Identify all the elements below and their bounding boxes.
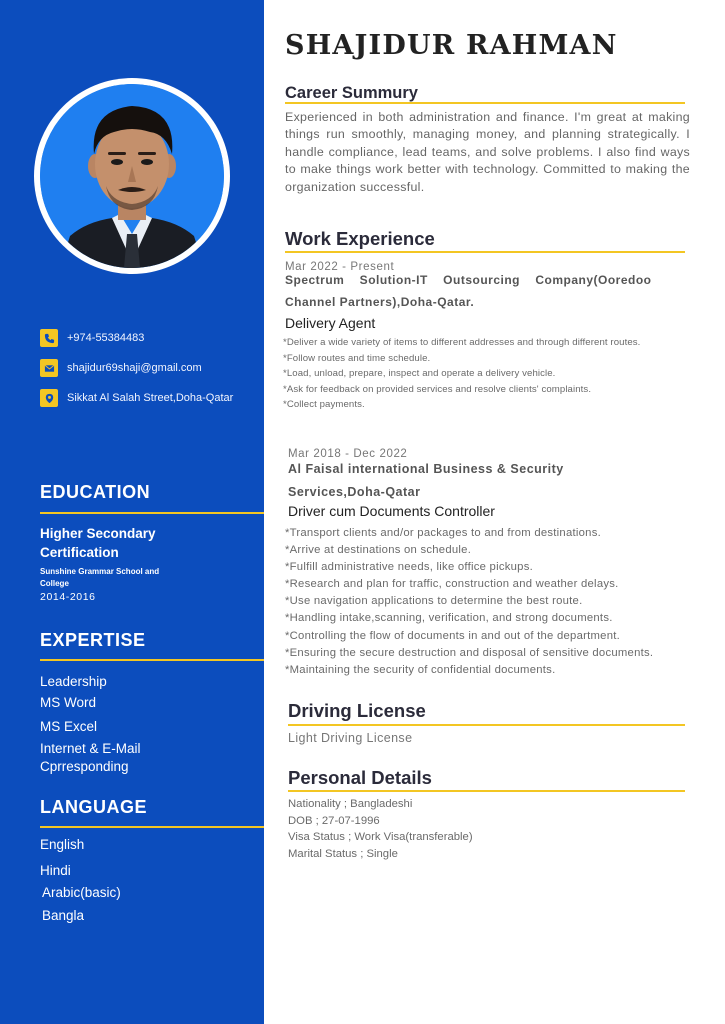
- personal-details-heading: Personal Details: [288, 767, 432, 788]
- contact-phone: [40, 328, 144, 348]
- personal-detail: Marital Status ; Single: [288, 847, 398, 860]
- job-role: Delivery Agent: [285, 315, 376, 331]
- education-divider: [40, 512, 264, 514]
- phone-number: +974-55384483: [67, 332, 145, 344]
- personal-detail: Visa Status ; Work Visa(transferable): [288, 831, 473, 844]
- personal-detail: DOB ; 27-07-1996: [288, 814, 380, 827]
- education-school-line1: Sunshine Grammar School and: [40, 567, 160, 576]
- job-duty: *Transport clients and/or packages to and from destinations.: [285, 527, 601, 539]
- candidate-name: SHAJIDUR RAHMAN: [285, 30, 618, 61]
- driving-license-heading: Driving License: [288, 700, 426, 721]
- street-address: Sikkat Al Salah Street,Doha-Qatar: [67, 392, 234, 404]
- work-experience-heading: Work Experience: [285, 228, 435, 249]
- job-duty: *Follow routes and time schedule.: [283, 352, 431, 364]
- job-duty: *Handling intake,scanning, verification, and strong documents.: [285, 612, 613, 625]
- job-duty: *Research and plan for traffic, construction and weather delays.: [285, 578, 619, 591]
- job-company-line1: Al Faisal international Business & Security: [288, 462, 564, 476]
- job-dates: Mar 2022 - Present: [285, 261, 395, 273]
- education-heading: EDUCATION: [40, 482, 151, 502]
- job-duty: *Load, unload, prepare, inspect and operate a delivery vehicle.: [283, 368, 556, 379]
- job-company-line2: Channel Partners),Doha-Qatar.: [285, 295, 475, 309]
- sidebar: [0, 0, 264, 1024]
- career-summary-text: Experienced in both administration and finance. I'm great at making things run smoothly, managing money, and planning strategically. I handle compliance, lead teams, and solve problems. I also find ways to make things work better with technology. Committed to making the organization successful.: [285, 110, 690, 194]
- driving-license-divider: [288, 724, 685, 726]
- job-duty: *Collect payments.: [283, 399, 365, 410]
- driving-license-text: Light Driving License: [288, 731, 413, 745]
- job-duty: *Controlling the flow of documents in and out of the department.: [285, 629, 621, 642]
- profile-photo: [40, 84, 224, 268]
- location-pin-icon: [40, 389, 58, 407]
- job-duties-list: [285, 525, 653, 679]
- personal-detail: Nationality ; Bangladeshi: [288, 798, 413, 810]
- education-degree-line1: Higher Secondary: [40, 526, 156, 541]
- language-divider: [40, 826, 264, 828]
- expertise-heading: EXPERTISE: [40, 630, 146, 650]
- expertise-item: Cprresponding: [40, 759, 129, 774]
- job-duty: *Maintaining the security of confidential documents.: [285, 663, 556, 676]
- expertise-divider: [40, 659, 264, 661]
- job-company-line2: Services,Doha-Qatar: [288, 485, 421, 499]
- job-duty: *Ask for feedback on provided services and resolve clients' complaints.: [283, 383, 592, 395]
- language-heading: LANGUAGE: [40, 797, 147, 817]
- career-summary-divider: [285, 102, 685, 104]
- work-experience-divider: [285, 251, 685, 253]
- job-company-line1: Spectrum Solution-IT Outsourcing Company(Ooredoo: [285, 273, 652, 287]
- education-school-line2: College: [40, 579, 69, 588]
- contact-address: [40, 388, 233, 408]
- job-duty: *Ensuring the secure destruction and disposal of sensitive documents.: [285, 646, 654, 659]
- language-item: Arabic(basic): [42, 885, 121, 900]
- job-duty: *Use navigation applications to determine the best route.: [285, 595, 583, 608]
- job-duty: *Arrive at destinations on schedule.: [285, 544, 472, 557]
- personal-details-divider: [288, 790, 685, 792]
- contact-email: [40, 358, 202, 378]
- avatar-illustration: [40, 84, 224, 268]
- email-address: shajidur69shaji@gmail.com: [67, 362, 202, 374]
- job-duties-list: [283, 335, 640, 413]
- profile-photo-frame: [34, 78, 230, 274]
- job-role: Driver cum Documents Controller: [288, 503, 495, 519]
- language-item: Bangla: [42, 908, 85, 923]
- phone-icon: [40, 329, 58, 347]
- job-duty: *Fulfill administrative needs, like office pickups.: [285, 561, 533, 574]
- expertise-item: Internet & E-Mail: [40, 741, 141, 756]
- language-item: English: [40, 837, 85, 852]
- job-dates: Mar 2018 - Dec 2022: [288, 448, 408, 460]
- language-item: Hindi: [40, 863, 71, 878]
- career-summary-heading: Career Summury: [285, 84, 418, 102]
- expertise-item: Leadership: [40, 674, 107, 689]
- job-duty: *Deliver a wide variety of items to different addresses and through different routes.: [283, 337, 641, 348]
- expertise-item: MS Excel: [40, 719, 98, 734]
- expertise-item: MS Word: [40, 695, 97, 710]
- education-degree-line2: Certification: [40, 545, 119, 560]
- email-icon: [40, 359, 58, 377]
- personal-details-list: [288, 796, 473, 862]
- education-years: 2014-2016: [40, 591, 96, 603]
